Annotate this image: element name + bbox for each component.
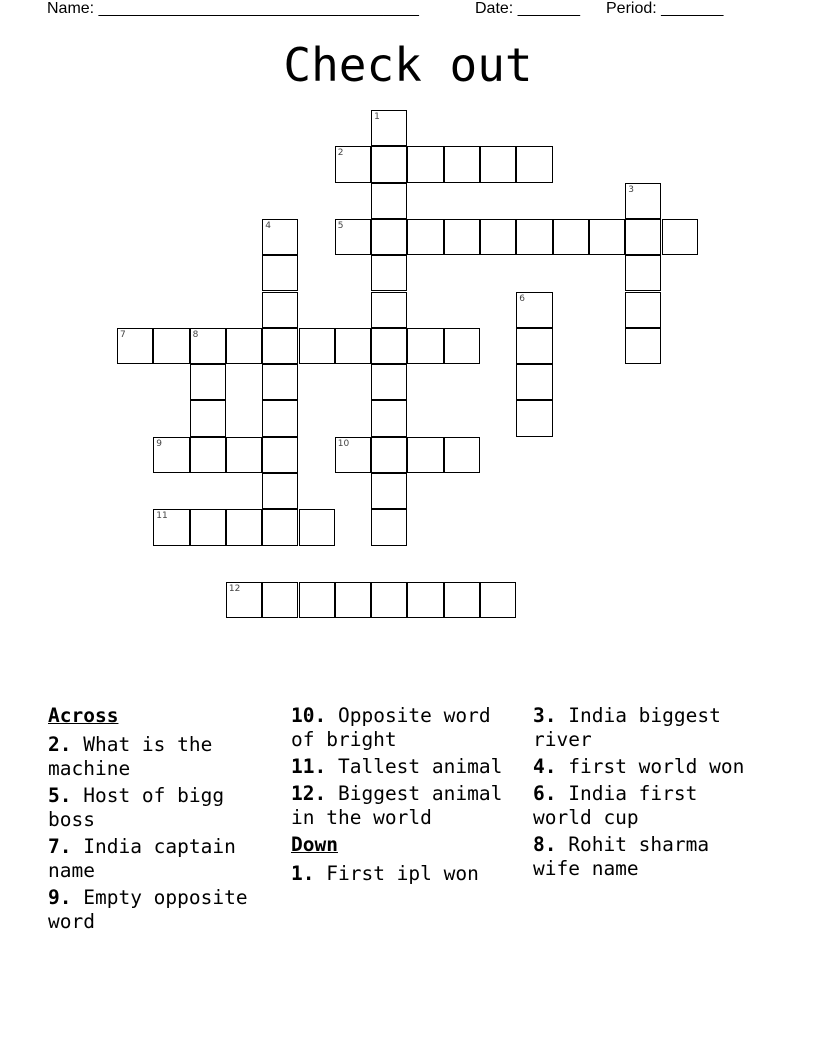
grid-cell-number: 8 bbox=[192, 329, 199, 340]
grid-cell[interactable] bbox=[625, 292, 661, 328]
grid-cell[interactable] bbox=[371, 328, 407, 364]
clue-across-2: 2. What is the machine bbox=[48, 733, 213, 780]
grid-cell-number: 11 bbox=[156, 511, 168, 522]
grid-cell[interactable] bbox=[516, 328, 552, 364]
clue-across-5: 5. Host of bigg boss bbox=[48, 784, 225, 831]
clue-down-8: 8. Rohit sharma wife name bbox=[533, 833, 710, 880]
grid-cell[interactable] bbox=[553, 219, 589, 255]
grid-cell[interactable] bbox=[371, 400, 407, 436]
grid-cell[interactable] bbox=[589, 219, 625, 255]
clue-down-4: 4. first world won bbox=[533, 755, 745, 778]
grid-cell[interactable] bbox=[444, 328, 480, 364]
grid-cell[interactable] bbox=[190, 328, 226, 364]
grid-cell[interactable] bbox=[262, 364, 298, 400]
grid-cell-number: 1 bbox=[374, 112, 380, 122]
across-heading: Across bbox=[48, 704, 119, 727]
grid-cell[interactable] bbox=[407, 146, 443, 182]
clue-down-6: 6. India first world cup bbox=[533, 782, 698, 829]
grid-cell[interactable] bbox=[262, 255, 298, 291]
grid-cell[interactable] bbox=[444, 582, 480, 618]
clue-column-3 bbox=[533, 704, 763, 884]
grid-cell[interactable] bbox=[299, 582, 335, 618]
grid-cell[interactable] bbox=[371, 183, 407, 219]
grid-cell[interactable] bbox=[407, 437, 443, 473]
clue-down-3: 3. India biggest river bbox=[533, 704, 721, 751]
grid-cell[interactable] bbox=[262, 437, 298, 473]
grid-cell[interactable] bbox=[153, 437, 189, 473]
grid-cell[interactable] bbox=[625, 183, 661, 219]
clue-column-1 bbox=[48, 704, 278, 937]
grid-cell[interactable] bbox=[190, 437, 226, 473]
grid-cell[interactable] bbox=[153, 328, 189, 364]
grid-cell[interactable] bbox=[371, 255, 407, 291]
grid-cell[interactable] bbox=[407, 328, 443, 364]
grid-cell[interactable] bbox=[262, 473, 298, 509]
date-field-label[interactable]: Date: _______ bbox=[475, 0, 580, 17]
grid-cell[interactable] bbox=[371, 146, 407, 182]
name-field-label[interactable]: Name: ____________________________________ bbox=[47, 0, 419, 17]
grid-cell[interactable] bbox=[262, 292, 298, 328]
grid-cell[interactable] bbox=[371, 437, 407, 473]
grid-cell[interactable] bbox=[625, 255, 661, 291]
grid-cell[interactable] bbox=[299, 509, 335, 545]
grid-cell[interactable] bbox=[335, 582, 371, 618]
page-title: Check out bbox=[283, 38, 533, 92]
grid-cell[interactable] bbox=[117, 328, 153, 364]
grid-cell[interactable] bbox=[190, 509, 226, 545]
grid-cell[interactable] bbox=[335, 328, 371, 364]
grid-cell[interactable] bbox=[262, 582, 298, 618]
grid-cell-number: 5 bbox=[337, 220, 344, 231]
grid-cell-number: 7 bbox=[120, 329, 126, 340]
grid-cell-number: 10 bbox=[337, 438, 350, 449]
grid-cell[interactable] bbox=[371, 509, 407, 545]
grid-cell[interactable] bbox=[371, 364, 407, 400]
period-field-label[interactable]: Period: _______ bbox=[606, 0, 724, 17]
grid-cell[interactable] bbox=[226, 582, 262, 618]
grid-cell[interactable] bbox=[190, 400, 226, 436]
grid-cell[interactable] bbox=[262, 219, 298, 255]
grid-cell[interactable] bbox=[335, 146, 371, 182]
grid-cell-number: 9 bbox=[156, 438, 163, 449]
grid-cell-number: 2 bbox=[337, 148, 344, 159]
grid-cell[interactable] bbox=[444, 146, 480, 182]
grid-cell-number: 6 bbox=[519, 293, 526, 304]
grid-cell[interactable] bbox=[480, 219, 516, 255]
grid-cell[interactable] bbox=[226, 328, 262, 364]
grid-cell[interactable] bbox=[444, 219, 480, 255]
grid-cell[interactable] bbox=[625, 328, 661, 364]
clue-down-1: 1. First ipl won bbox=[291, 862, 479, 885]
clue-across-9: 9. Empty opposite word bbox=[48, 886, 248, 933]
grid-cell[interactable] bbox=[480, 582, 516, 618]
grid-cell[interactable] bbox=[262, 400, 298, 436]
grid-cell[interactable] bbox=[444, 437, 480, 473]
grid-cell[interactable] bbox=[662, 219, 698, 255]
clue-across-10: 10. Opposite word of bright bbox=[291, 704, 491, 751]
down-heading: Down bbox=[291, 833, 338, 856]
grid-cell[interactable] bbox=[516, 292, 552, 328]
grid-cell[interactable] bbox=[625, 219, 661, 255]
clue-column-2 bbox=[291, 704, 521, 889]
clue-across-7: 7. India captain name bbox=[48, 835, 236, 882]
grid-cell[interactable] bbox=[262, 328, 298, 364]
grid-cell[interactable] bbox=[516, 400, 552, 436]
clue-across-11: 11. Tallest animal bbox=[291, 755, 503, 778]
grid-cell[interactable] bbox=[153, 509, 189, 545]
grid-cell[interactable] bbox=[335, 437, 371, 473]
grid-cell[interactable] bbox=[371, 582, 407, 618]
grid-cell[interactable] bbox=[335, 219, 371, 255]
clue-across-12: 12. Biggest animal in the world bbox=[291, 782, 503, 829]
grid-cell-number: 3 bbox=[628, 184, 634, 195]
grid-cell[interactable] bbox=[516, 146, 552, 182]
grid-cell[interactable] bbox=[371, 292, 407, 328]
grid-cell[interactable] bbox=[299, 328, 335, 364]
grid-cell-number: 12 bbox=[228, 583, 241, 594]
grid-cell[interactable] bbox=[371, 219, 407, 255]
grid-cell[interactable] bbox=[190, 364, 226, 400]
grid-cell[interactable] bbox=[371, 473, 407, 509]
grid-cell-number: 4 bbox=[265, 220, 271, 231]
grid-cell[interactable] bbox=[516, 219, 552, 255]
grid-cell[interactable] bbox=[407, 582, 443, 618]
grid-cell[interactable] bbox=[516, 364, 552, 400]
grid-cell[interactable] bbox=[262, 509, 298, 545]
grid-cell[interactable] bbox=[480, 146, 516, 182]
grid-cell[interactable] bbox=[407, 219, 443, 255]
grid-cell[interactable] bbox=[371, 110, 407, 146]
grid-cell[interactable] bbox=[226, 437, 262, 473]
grid-cell[interactable] bbox=[226, 509, 262, 545]
